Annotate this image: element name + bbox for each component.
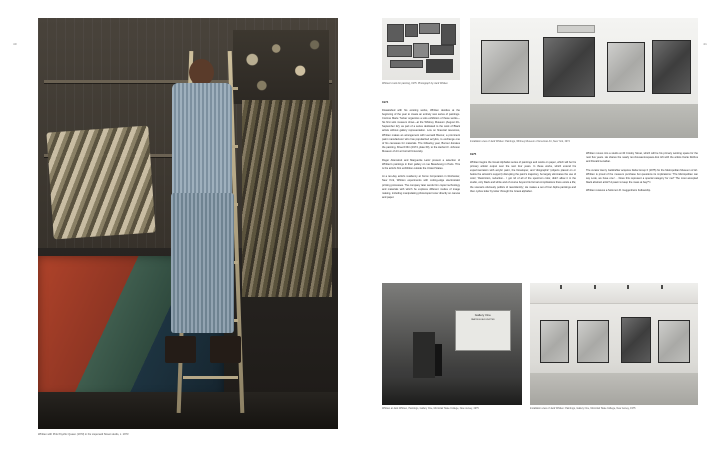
artwork-on-wall	[540, 320, 569, 363]
figure-torso	[172, 83, 231, 199]
ceiling-spotlight	[594, 285, 596, 289]
artwork-on-wall	[481, 40, 529, 95]
chronology-paragraph: Whitten receives a Solomon R. Guggenheim Fellowship.	[586, 189, 651, 193]
standing-figure	[435, 344, 442, 376]
installation-view-photo-bottom-caption: Installation view of Jack Whitten: Paintings, Gallery One, Montclair State College, New Jersey, 1975	[530, 407, 636, 410]
installation-view-photo-top	[470, 18, 698, 138]
tool-item	[419, 23, 440, 34]
gallery-one-storefront-photo-caption: Whitten at Jack Whitten, Paintings, Gallery One, Montclair State College, New Jersey, 1975	[382, 407, 479, 410]
gallery-ceiling	[530, 283, 698, 304]
tool-item	[387, 24, 405, 42]
tool-item	[390, 60, 423, 68]
painting-tools-photo	[382, 18, 460, 80]
seated-artist-figure	[158, 59, 248, 363]
gallery-floor	[530, 373, 698, 405]
gallery-sign-subtitle: PAINTINGS JACK WHITTEN	[471, 318, 495, 321]
gallery-floor	[470, 104, 698, 138]
chronology-year-1974: 1974	[382, 100, 389, 104]
chronology-paragraph: Whitten begins the Greek Alphabet series of paintings and works on paper, which will be his primary artistic output over the next four years. In these works, which extend his experimentation with acrylic paint, the Developer, and 'idiographic' (objects placed on or below the artwork's support) disrupting the paint's trajectory, he largely eliminates the use of color; 'Restriction, reduction... I got rid of all of the spectrum color, didn't allow it in the studio, only black and white and of course beyond its formal complications there exists a life; the scenario obviously politics of race/identity,' He makes a set of four Alpha paintings and then cycles letter by letter through the Greek alphabet.	[470, 160, 576, 193]
chronology-column-2	[470, 152, 576, 272]
artwork-on-wall	[658, 320, 690, 363]
artwork-on-wall	[607, 42, 645, 92]
chronology-paragraph: Dissatisfied with his existing works, Whitten decides at the beginning of the year to create an entirely new series of paintings. Corinne Marie Tucker organizes a solo exhibition of these works—his first solo museum show—at the Whitney Museum (August 20–September 22), as part of a series dedicated to the work of Black artists without gallery representation. Low on financial resources, Whitten makes an arrangement with Leonard Bocour, a prominent paint manufacturer who has popularized acrylics, to exchange one of his canvases for materials. The following year, Bocour donates the painting, Khee'd Dbn (1974, plate 60), to the Herbert F. Johnson Museum of Art at Cornell University.	[382, 108, 460, 154]
chronology-paragraph: At a ten-day artist's residency at Xerox Corporation in Rochester, New York, Whitten experiments with cutting-edge electrostatic printing processes. The company later sends him copier technology and materials with which he explores different modes of image making, including manipulating photocopier toner directly on canvas and paper.	[382, 175, 460, 200]
ceiling-spotlight	[627, 285, 629, 289]
figure-boot-right	[210, 336, 241, 363]
studio-lumber	[242, 100, 332, 297]
tool-item	[426, 59, 453, 73]
right-page	[360, 0, 720, 455]
chronology-paragraph: Whitten moves into a studio at 40 Crosby Street, which will be his primary working space for the next five years. He shares the nearly ten-thousand-square-foot loft with the artists Kazie Rothos and Donald Lenahan.	[586, 152, 698, 164]
figure-boot-left	[165, 336, 196, 363]
page-number-left: 40	[13, 42, 17, 46]
artwork-on-wall	[577, 320, 609, 363]
artwork-on-wall	[543, 37, 595, 97]
ladder-rung	[183, 376, 238, 379]
figure-legs	[171, 193, 234, 333]
gallery-sign-title: Gallery One	[474, 312, 491, 317]
figure-head	[189, 59, 214, 86]
storefront-door	[413, 332, 435, 381]
ceiling-spotlight	[560, 285, 562, 289]
artwork-on-wall	[652, 40, 690, 95]
artwork-on-wall	[621, 317, 652, 363]
tool-item	[441, 24, 455, 45]
ceiling-spotlight	[661, 285, 663, 289]
artist-studio-portrait	[38, 18, 338, 429]
chronology-column-1	[382, 100, 460, 270]
artist-studio-portrait-caption: Whitten with Pink Psychic Queen (1973) in his Lispenard Street studio, c. 1973	[38, 433, 129, 436]
installation-view-photo-top-caption: Installation view of Jack Whitten: Paintings, Whitney Museum of American Art, New York, 1974	[470, 140, 570, 143]
gallery-one-storefront-photo	[382, 283, 522, 405]
tool-item	[387, 45, 412, 57]
chronology-paragraph: Roger Altenstreit and Marguerite Lainz present a selection of Whitten's paintings in their gallery on rue Beaubourg in Paris. This is the artist's first exhibition outside the United States.	[382, 158, 460, 170]
page-number-right: 41	[703, 42, 707, 46]
wall-label	[557, 25, 595, 33]
chronology-paragraph: The curator Henry Geldzahler acquires Delta Group II (1975) for the Metropolitan Museum of Art. Whitten is proud of the museum purchase but questions its implications: 'The Metropolitan can say Look, we have one! ... Does this represent a special category for me? The most accepted black abstract artist? A pawn to keep the mass at bay?'²¹	[586, 168, 698, 185]
studio-rolled-canvas	[46, 126, 155, 240]
tool-item	[405, 24, 418, 37]
chronology-year-1975: 1975	[470, 152, 477, 156]
painting-tools-photo-caption: Whitten's tools for painting, 1975. Photograph by Jack Whitten	[382, 82, 448, 85]
installation-view-photo-bottom	[530, 283, 698, 405]
tool-item	[430, 45, 454, 54]
tool-item	[413, 43, 429, 59]
gallery-sign	[455, 310, 511, 351]
chronology-column-3	[586, 152, 698, 272]
sidewalk	[382, 378, 522, 405]
